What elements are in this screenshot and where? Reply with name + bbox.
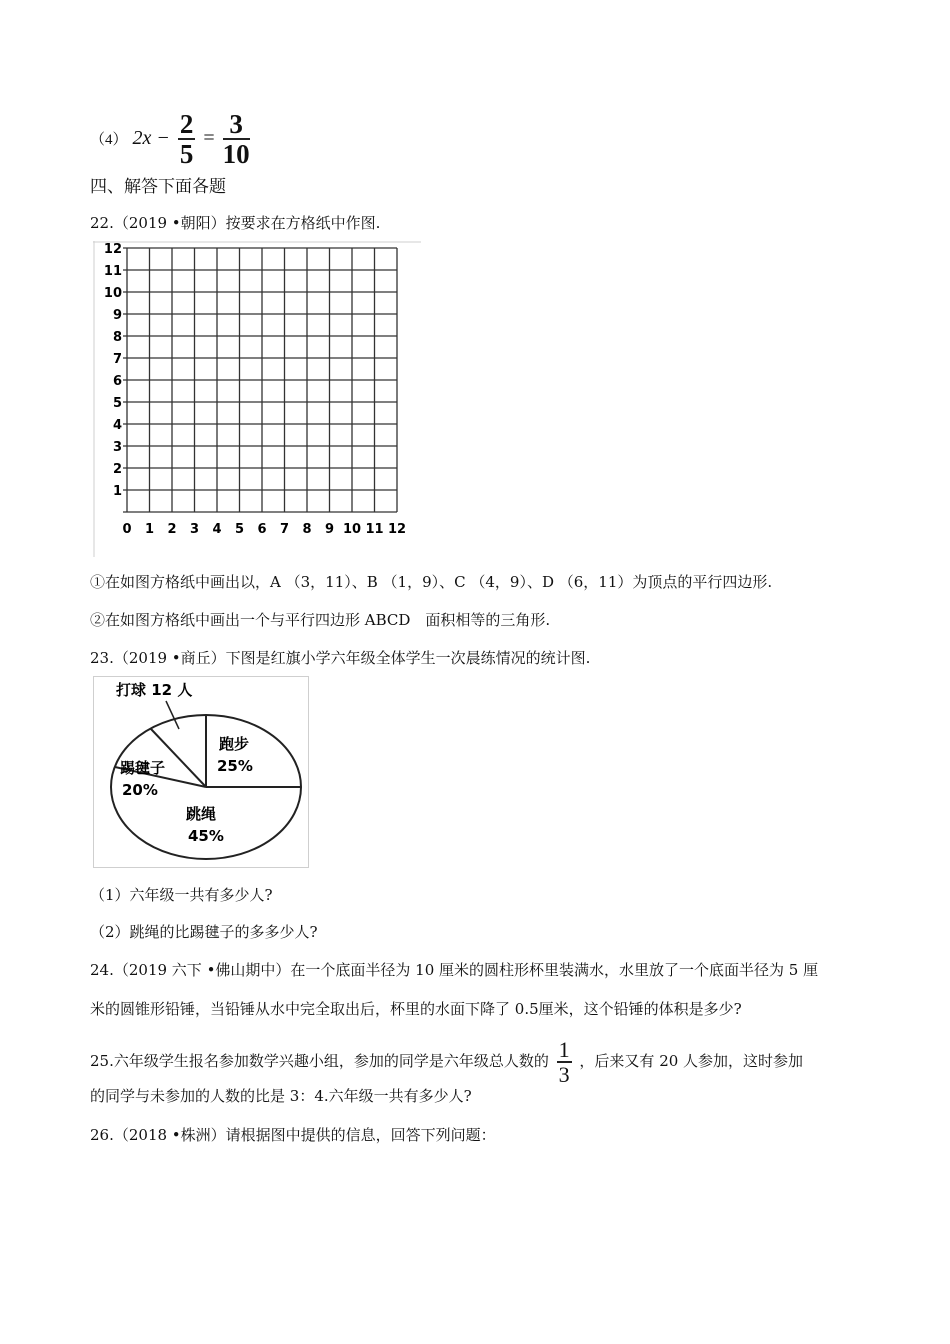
x-tick-label: 2 [167, 522, 177, 537]
equals-sign: = [203, 126, 215, 149]
y-tick-label: 4 [112, 418, 122, 433]
fraction-one-third: $\frac{1}{3}$ [558, 1037, 570, 1088]
y-tick-label: 6 [112, 374, 122, 389]
ball-leader-line [166, 701, 179, 729]
grid-figure [93, 241, 421, 557]
x-tick-label: 1 [144, 522, 155, 537]
pct-shuttle: 20% [122, 781, 158, 799]
label-ball: 打球 12 人 [116, 681, 193, 699]
equation-lhs: 2x − [132, 126, 170, 149]
x-tick-label: 4 [212, 522, 222, 537]
y-tick-label: 9 [112, 308, 122, 323]
label-rope: 跳绳 [186, 805, 217, 823]
q22-part1: ①在如图方格纸中画出以，A （3，11）、B （1，9）、C （4，9）、D （6，11）为顶点的平行四边形. [90, 573, 773, 591]
pie-chart [94, 677, 308, 867]
q25-line2: 的同学与未参加的人数的比是 3：4.六年级一共有多少人? [90, 1087, 472, 1105]
q23-stem: 23.（2019 •商丘）下图是红旗小学六年级全体学生一次晨练情况的统计图. [90, 649, 591, 667]
x-tick-label: 6 [257, 522, 267, 537]
x-tick-label: 9 [324, 522, 335, 537]
q24-line1: 24.（2019 六下 •佛山期中）在一个底面半径为 10 厘米的圆柱形杯里装满水，水里放了一个底面半径为 5 厘 [90, 961, 819, 979]
y-tick-label: 3 [112, 440, 122, 455]
q25-line1 [90, 1038, 803, 1086]
q23-sub1: （1）六年级一共有多少人? [90, 886, 273, 904]
q25-text-a: 25.六年级学生报名参加数学兴趣小组，参加的同学是六年级总人数的 [90, 1052, 549, 1071]
fraction-three-tenths: $\frac{3}{10}$ [222, 109, 250, 170]
y-tick-label: 1 [112, 484, 122, 499]
q22-part2: ②在如图方格纸中画出一个与平行四边形 ABCD 面积相等的三角形. [90, 611, 551, 629]
fraction-two-fifths: $\frac{2}{5}$ [179, 109, 194, 170]
x-tick-label: 0 [122, 522, 132, 537]
q26-stem: 26.（2018 •株洲）请根据图中提供的信息，回答下列问题： [90, 1126, 496, 1144]
equation-q21-4 [90, 110, 253, 169]
x-tick-label: 10 [342, 522, 362, 537]
y-tick-label: 8 [112, 330, 122, 345]
x-tick-label: 12 [387, 522, 407, 537]
x-tick-label: 8 [302, 522, 312, 537]
x-tick-label: 5 [234, 522, 245, 537]
y-tick-label: 10 [103, 286, 122, 301]
y-tick-label: 7 [112, 352, 122, 367]
y-tick-label: 2 [112, 462, 122, 477]
pct-rope: 45% [188, 827, 224, 845]
x-tick-label: 11 [365, 522, 384, 537]
q23-sub2: （2）跳绳的比踢毽子的多多少人? [90, 923, 318, 941]
x-tick-label: 3 [189, 522, 200, 537]
section-title: 四、解答下面各题 [90, 177, 226, 197]
y-tick-label: 11 [103, 264, 122, 279]
q22-stem: 22.（2019 •朝阳）按要求在方格纸中作图. [90, 214, 381, 232]
pie-figure [93, 676, 309, 868]
slice-divider-ball-shuttle [151, 729, 206, 787]
q24-line2: 米的圆锥形铅锤，当铅锤从水中完全取出后，杯里的水面下降了 0.5厘米，这个铅锤的体积是多少? [90, 1000, 742, 1018]
y-tick-label: 5 [112, 396, 122, 411]
grid-paper [93, 241, 421, 557]
equation-label: （4） [90, 131, 128, 148]
q25-text-b: ，后来又有 20 人参加，这时参加 [579, 1052, 804, 1071]
y-tick-label: 12 [103, 242, 122, 257]
label-shuttle: 踢毽子 [120, 759, 166, 777]
pct-run: 25% [217, 757, 253, 775]
label-run: 跑步 [219, 735, 250, 753]
x-tick-label: 7 [279, 522, 290, 537]
